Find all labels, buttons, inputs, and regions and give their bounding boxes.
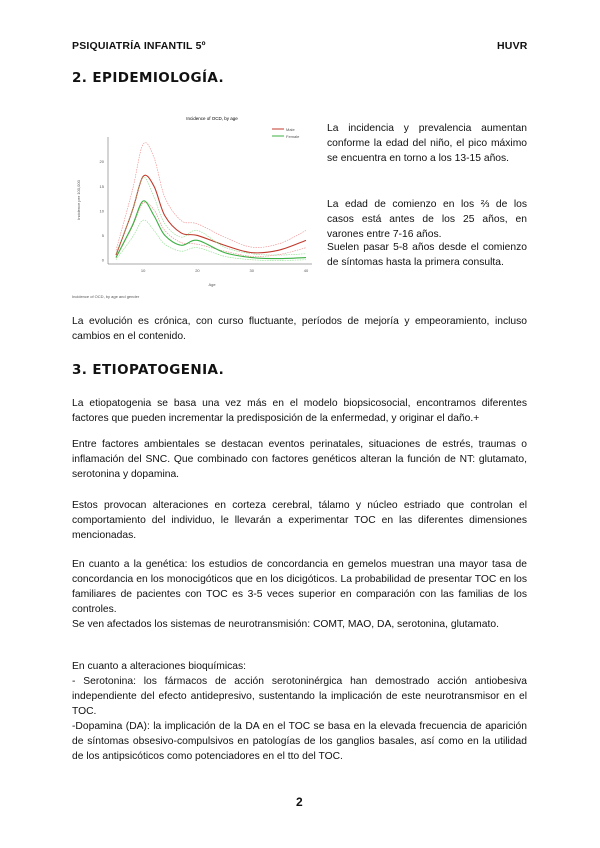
epidemiology-side-p1: La incidencia y prevalencia aumentan conforme la edad del niño, el pico máximo se encuentra en torno a los 13-15 años. bbox=[327, 123, 527, 164]
section-title-etiopathogenesis: 3. ETIOPATOGENIA. bbox=[72, 362, 225, 378]
header-hospital: HUVR bbox=[497, 40, 528, 52]
x-tick-label: 30 bbox=[249, 268, 254, 273]
x-tick-label: 40 bbox=[303, 268, 309, 273]
etio-p6-serotonin: - Serotonina: los fármacos de acción serotoninérgica han demostrado acción antiobesiva independiente del efecto antidepresivo, sustentando la implicación de este neurotransmisor en el TOC. bbox=[72, 676, 527, 717]
chart-title: Incidence of OCD, by age bbox=[186, 116, 238, 121]
chart-caption: Incidence of OCD, by age and gender bbox=[72, 294, 140, 299]
etio-p5: Se ven afectados los sistemas de neurotransmisión: COMT, MAO, DA, serotonina, glutamato. bbox=[72, 619, 499, 630]
x-tick-label: 10 bbox=[140, 268, 146, 273]
y-axis-label: Incidence per 100,000 bbox=[76, 180, 81, 220]
y-tick-label: 20 bbox=[99, 159, 104, 165]
y-tick-label: 0 bbox=[101, 257, 104, 263]
y-tick-label: 10 bbox=[99, 208, 104, 214]
legend-female: Female bbox=[286, 134, 300, 139]
epidemiology-evolution: La evolución es crónica, con curso fluctuante, períodos de mejoría y empeoramiento, incluso cambios en el contenido. bbox=[72, 316, 527, 342]
x-axis-label: Age bbox=[208, 282, 216, 287]
etio-p6-dopamine: -Dopamina (DA): la implicación de la DA en el TOC se basa en la elevada frecuencia de aparición de síntomas obsesivo-compulsivos en patologías de los ganglios basales, así como en la utilidad de los antipsicóticos como potenciadores en el tto del TOC. bbox=[72, 721, 527, 762]
epidemiology-side-p3: Suelen pasar 5-8 años desde el comienzo de síntomas hasta la primera consulta. bbox=[327, 242, 527, 268]
etio-p6-title: En cuanto a alteraciones bioquímicas: bbox=[72, 661, 247, 672]
section-title-epidemiology: 2. EPIDEMIOLOGÍA. bbox=[72, 70, 225, 86]
page-number: 2 bbox=[296, 795, 303, 809]
etio-p3: Estos provocan alteraciones en corteza cerebral, tálamo y núcleo estriado que controlan el comportamiento del individuo, le llevarán a experimentar TOC en las diferentes dimensiones mencionadas. bbox=[72, 500, 527, 541]
ocd-incidence-chart bbox=[72, 112, 322, 302]
etio-p4: En cuanto a la genética: los estudios de concordancia en gemelos muestran una mayor tasa de concordancia en los monocigóticos que en los dicigóticos. La probabilidad de presentar TOC en los familiares de pacientes con TOC es 3-5 veces superior en comparación con las familias de los controles. bbox=[72, 559, 527, 615]
etio-p2: Entre factores ambientales se destacan eventos perinatales, situaciones de estrés, traumas o inflamación del SNC. Que combinado con factores genéticos alteran la función de NT: glutamato, serotonina y dopamina. bbox=[72, 439, 527, 480]
epidemiology-side-p2: La edad de comienzo en los ⅔ de los casos está antes de los 25 años, en varones entre 7-16 años. bbox=[327, 199, 527, 240]
y-tick-label: 5 bbox=[101, 232, 104, 238]
chart-svg bbox=[72, 112, 322, 302]
etio-p1: La etiopatogenia se basa una vez más en el modelo biopsicosocial, encontramos diferentes factores que pueden incrementar la predisposición de la enfermedad, y originar el daño.+ bbox=[72, 398, 527, 424]
y-tick-label: 15 bbox=[99, 183, 104, 189]
header-course: PSIQUIATRÍA INFANTIL 5º bbox=[72, 40, 206, 52]
x-tick-label: 20 bbox=[195, 268, 200, 273]
legend-male: Male bbox=[286, 127, 295, 132]
